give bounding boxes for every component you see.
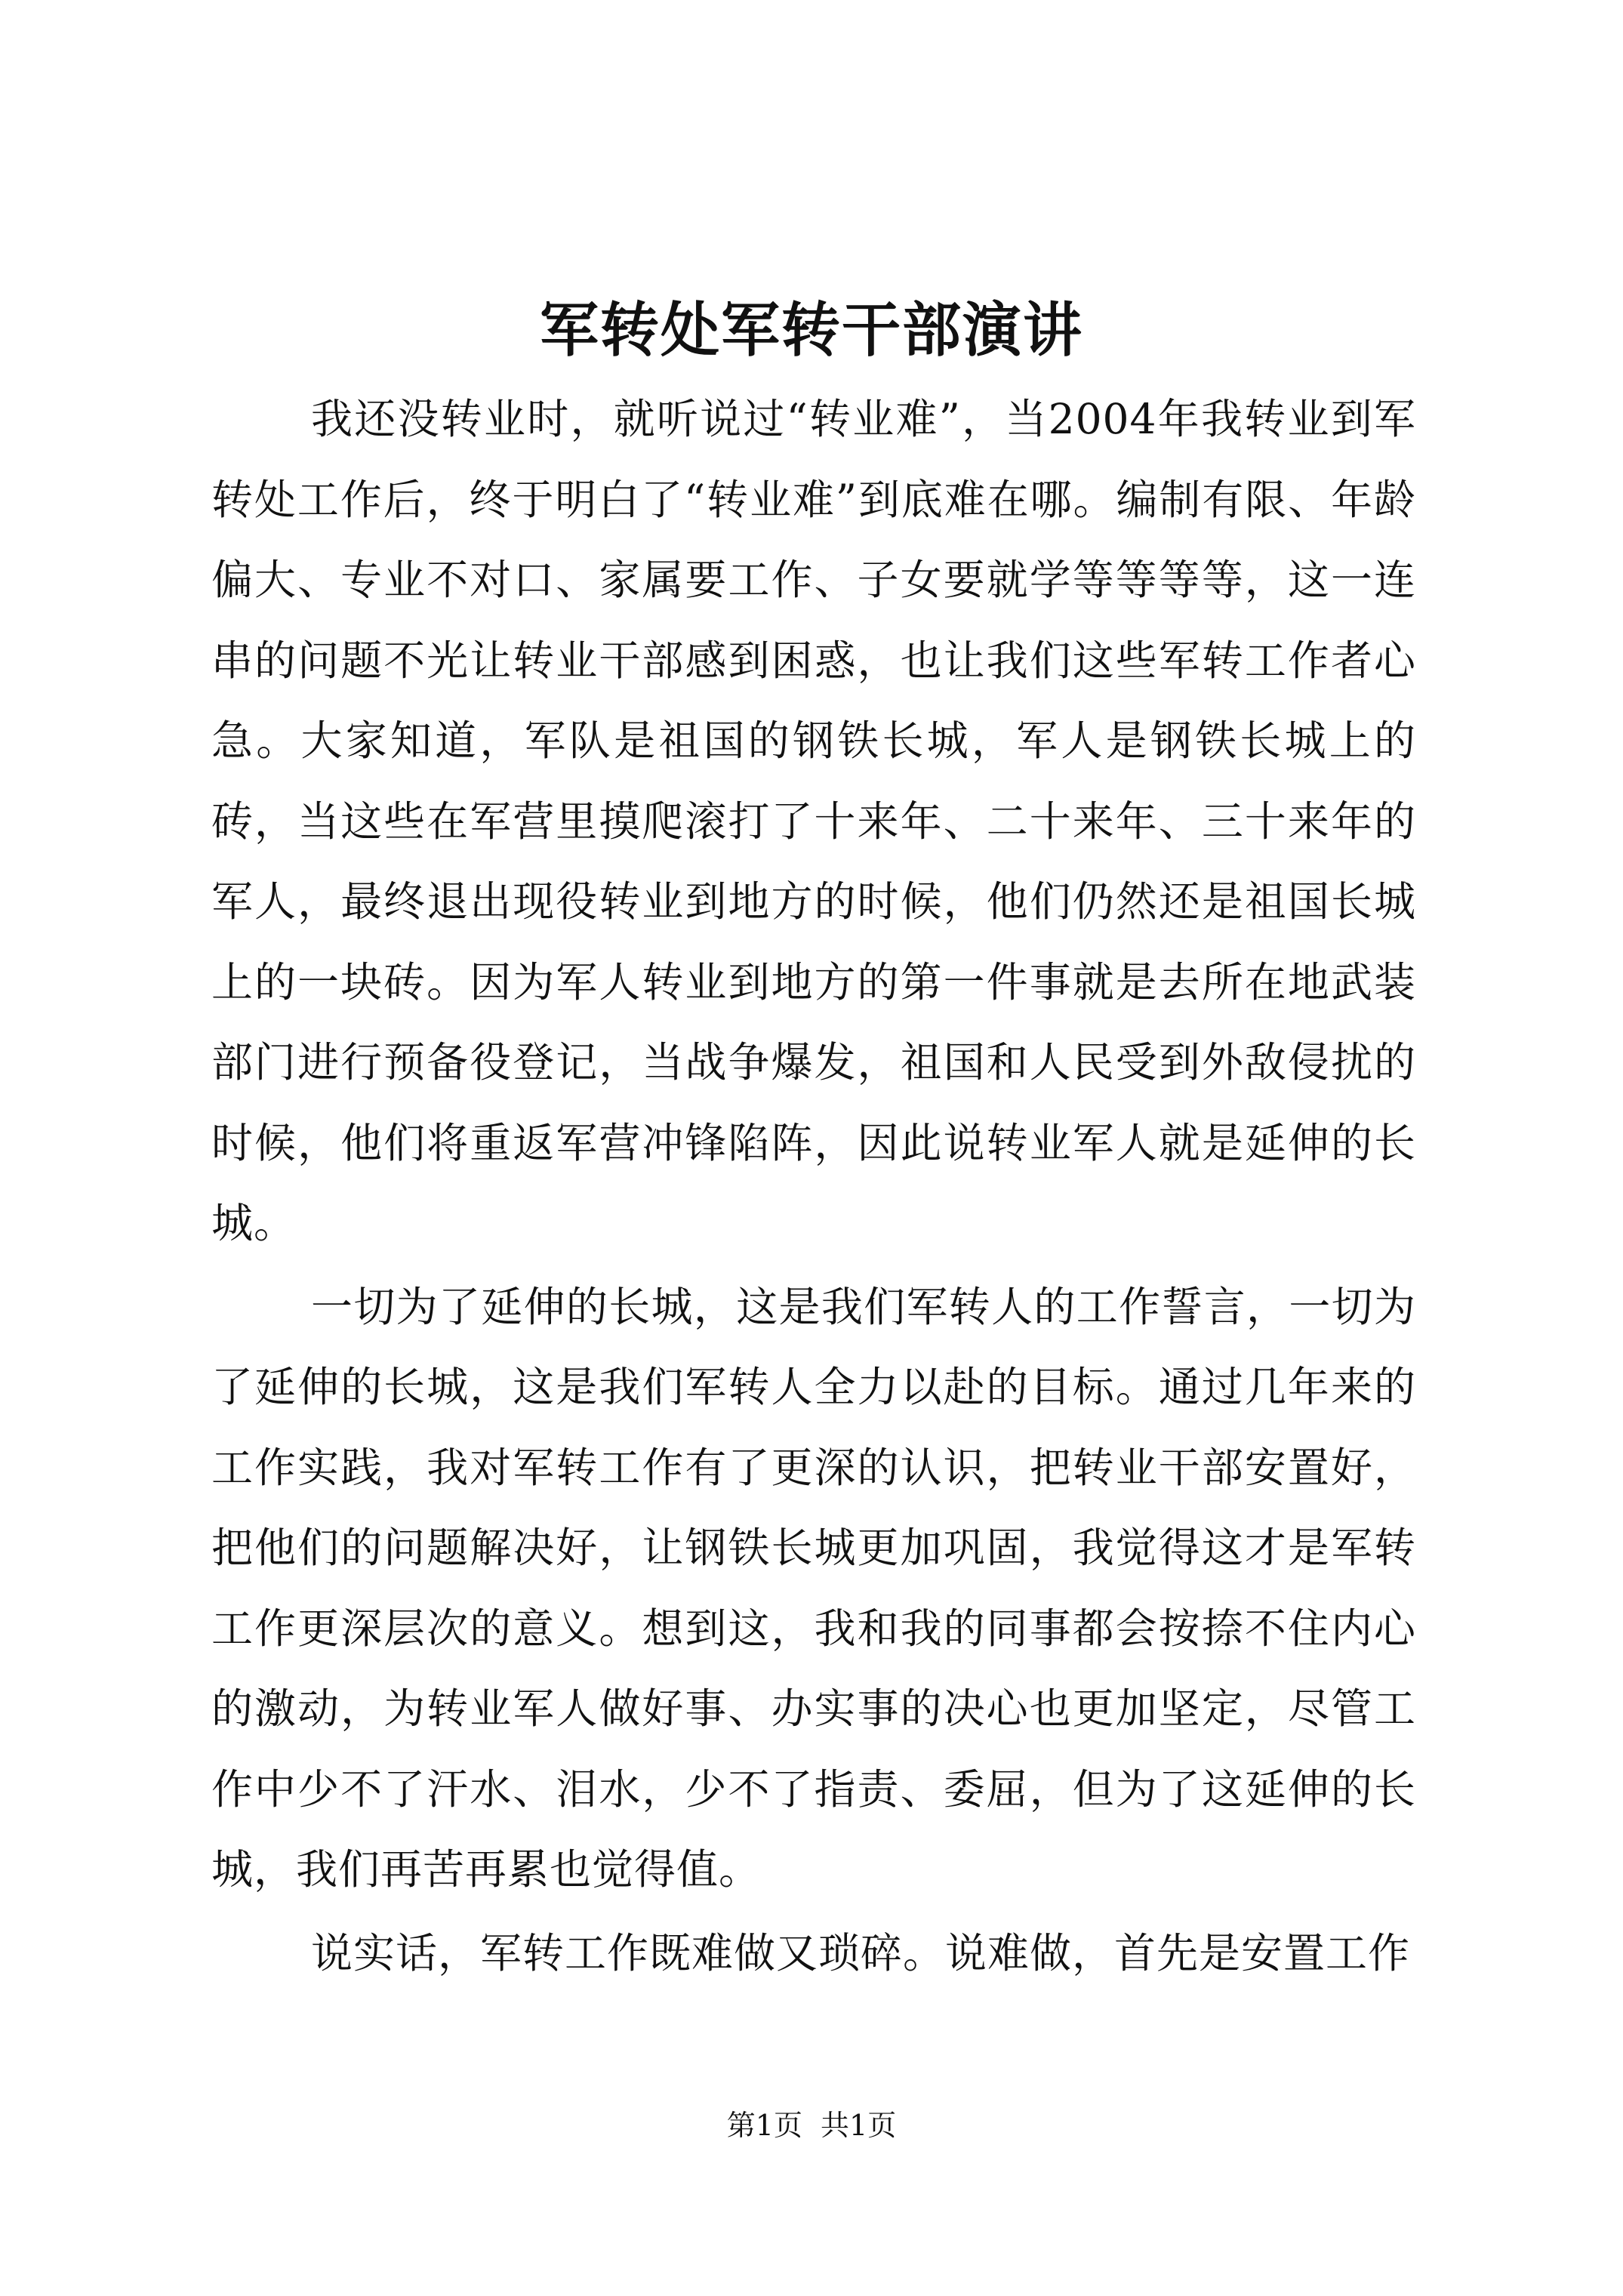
document-body: [211, 379, 1416, 1993]
page-number: 第1页: [726, 2109, 802, 2142]
paragraph-1: 我还没转业时，就听说过“转业难”，当2004年我转业到军转处工作后，终于明白了“转业难”到底难在哪。编制有限、年龄偏大、专业不对口、家属要工作、子女要就学等等等等，这一连串的问题不光让转业干部感到困惑，也让我们这些军转工作者心急。大家知道，军队是祖国的钢铁长城，军人是钢铁长城上的砖，当这些在军营里摸爬滚打了十来年、二十来年、三十来年的军人，最终退出现役转业到地方的时候，他们仍然还是祖国长城上的一块砖。因为军人转业到地方的第一件事就是去所在地武装部门进行预备役登记，当战争爆发，祖国和人民受到外敌侵扰的时候，他们将重返军营冲锋陷阵，因此说转业军人就是延伸的长城。: [211, 395, 1416, 1247]
document-title: 军转处军转干部演讲: [539, 296, 1083, 365]
page-footer: [0, 2106, 1623, 2144]
page-total: 共1页: [821, 2109, 897, 2142]
paragraph-2: 一切为了延伸的长城，这是我们军转人的工作誓言，一切为了延伸的长城，这是我们军转人全力以赴的目标。通过几年来的工作实践，我对军转工作有了更深的认识，把转业干部安置好，把他们的问题解决好，让钢铁长城更加巩固，我觉得这才是军转工作更深层次的意义。想到这，我和我的同事都会按捺不住内心的激动，为转业军人做好事、办实事的决心也更加坚定，尽管工作中少不了汗水、泪水，少不了指责、委屈，但为了这延伸的长城，我们再苦再累也觉得值。: [211, 1282, 1416, 1894]
paragraph-3: 说实话，军转工作既难做又琐碎。说难做，首先是安置工作: [311, 1928, 1411, 1977]
